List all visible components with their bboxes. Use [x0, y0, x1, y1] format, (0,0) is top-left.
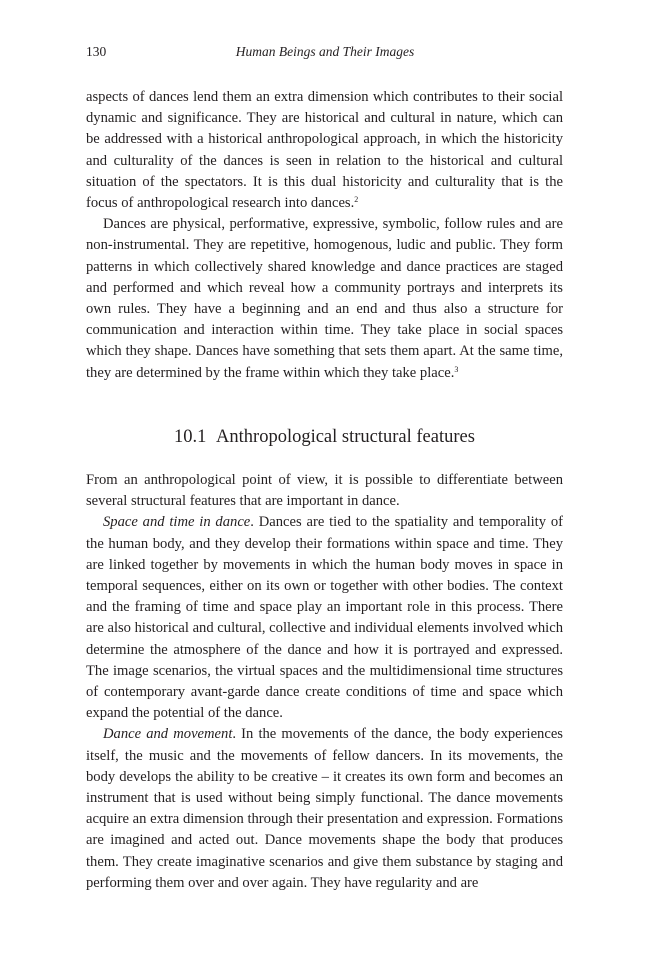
section-title: Anthropological structural features	[216, 427, 475, 447]
running-head	[86, 44, 564, 64]
running-title: Human Beings and Their Images	[235, 44, 415, 59]
feature-text: . Dances are tied to the spatiality and temporality of the human body, and they develop their formations within space and time. They are linked together by movements in which the human body moves in space in temporal sequences, either on its own or together with other bodies. The context and the framing of time and space play an important role in this process. There are also historical and cultural, collective and individual elements involved which determine the atmosphere of the dance and how it is portrayed and expressed. The image scenarios, the virtual spaces and the multidimensional time structures of contemporary avant-garde dance create conditions of time and space which expand the potential of the dance.	[86, 514, 563, 722]
page-number: 130	[86, 44, 107, 59]
section-heading	[86, 425, 563, 449]
feature-term: Dance and movement	[103, 726, 233, 743]
paragraph-continuation	[86, 87, 563, 214]
footnote-marker: 2	[354, 195, 359, 205]
body-text-lower	[86, 470, 563, 894]
feature-term: Space and time in dance	[103, 514, 251, 531]
body-text-upper	[86, 87, 563, 384]
footnote-marker: 3	[454, 364, 459, 374]
paragraph-text: Dances are physical, performative, expressive, symbolic, follow rules and are non-instrumental. They are repetitive, homogenous, ludic and public. They form patterns in which collectively shared knowledge and dance practices are staged and performed and which reveal how a community portrays and interprets its own rules. They have a beginning and an end and thus also a structure for communication and interaction within time. They take place in social spaces which they shape. Dances have something that sets them apart. At the same time, they are determined by the frame within which they take place.	[86, 216, 563, 381]
feature-dance-and-movement	[86, 724, 563, 894]
feature-text: . In the movements of the dance, the body experiences itself, the music and the movements of fellow dancers. In its movements, the body develops the ability to be creative – it creates its own form and becomes an instrument that is used without being simply functional. The dance movements acquire an extra dimension through their presentation and expression. Formations are imagined and acted out. Dance movements shape the body that produces them. They create imaginative scenarios and give them substance by staging and performing them over and over again. They have regularity and are	[86, 726, 563, 891]
paragraph-text: aspects of dances lend them an extra dimension which contributes to their social dynamic and significance. They are historical and cultural in nature, which can be addressed with a historical anthropological approach, in which the historicity and culturality of the dances is seen in relation to the historical and cultural situation of the spectators. It is this dual historicity and culturality that is the focus of anthropological research into dances.	[86, 89, 563, 212]
section-number: 10.1	[174, 427, 207, 447]
section-intro: From an anthropological point of view, it is possible to differentiate between several structural features that are important in dance.	[86, 472, 563, 510]
feature-space-and-time	[86, 512, 563, 724]
paragraph-dance-characteristics	[86, 214, 563, 384]
